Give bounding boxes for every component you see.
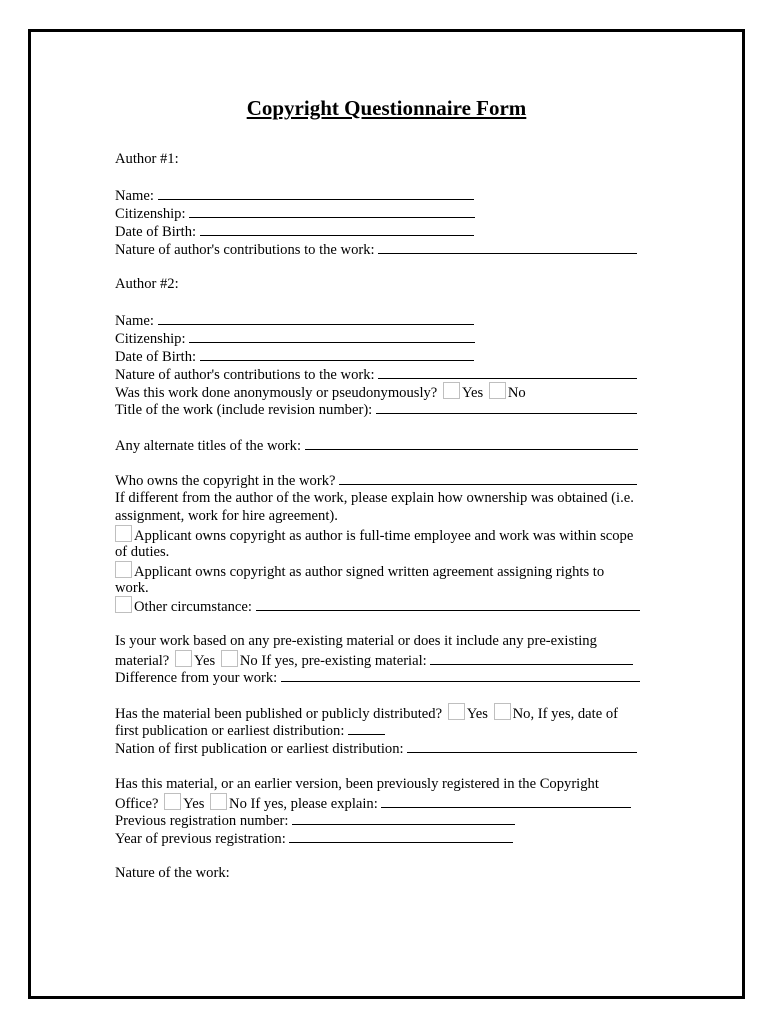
ownership-option-other [115,596,640,616]
author2-citizenship-row [115,329,475,348]
anonymous-no-label: No [507,385,526,401]
page-title: Copyright Questionnaire Form [246,96,527,120]
author1-dob-row [115,222,474,241]
author1-name-row [115,186,474,205]
prev-year-row [115,829,513,848]
other-circumstance-label: Other circumstance: [134,599,252,615]
registered-no-checkbox[interactable] [210,793,227,810]
difference-row [115,668,640,687]
registered-no-label: No [229,796,247,812]
author1-dob-field[interactable] [200,222,474,236]
published-yes-checkbox[interactable] [448,703,465,720]
nation-label: Nation of first publication or earliest distribution: [115,741,404,757]
author1-name-label: Name: [115,188,154,204]
anonymous-no-checkbox[interactable] [489,382,506,399]
preexisting-no-checkbox[interactable] [221,650,238,667]
preexisting-yes-label: Yes [193,653,216,669]
author2-nature-field[interactable] [378,365,637,379]
registered-office-label: Office? [115,796,159,812]
prev-year-field[interactable] [289,829,513,843]
preexisting-question-line1: Is your work based on any pre-existing material or does it include any pre-existing [115,633,597,649]
author1-citizenship-row [115,204,475,223]
employee-checkbox[interactable] [115,525,132,542]
preexisting-yes-checkbox[interactable] [175,650,192,667]
employee-label-line1: Applicant owns copyright as author is full-time employee and work was within scope [134,528,634,544]
author2-name-field[interactable] [158,311,474,325]
first-publication-label: first publication or earliest distribution: [115,723,345,739]
work-title-field[interactable] [376,400,637,414]
author2-name-row [115,311,474,330]
published-no-label: No, If yes, date of [512,706,618,722]
anonymous-yes-checkbox[interactable] [443,382,460,399]
difference-field[interactable] [281,668,640,682]
author2-citizenship-label: Citizenship: [115,331,186,347]
anonymous-row [115,382,526,402]
author1-dob-label: Date of Birth: [115,224,197,240]
owner-field[interactable] [339,471,637,485]
nation-row [115,739,637,758]
prev-year-label: Year of previous registration: [115,831,286,847]
other-circumstance-field[interactable] [256,597,640,611]
work-title-label: Title of the work (include revision number): [115,402,373,418]
author2-heading: Author #2: [115,276,179,292]
author2-dob-label: Date of Birth: [115,349,197,365]
registered-yes-checkbox[interactable] [164,793,181,810]
registered-explain-field[interactable] [381,794,631,808]
author2-dob-row [115,347,474,366]
preexisting-no-label: No [239,653,258,669]
preexisting-row [115,650,633,670]
published-row [115,703,618,723]
published-no-checkbox[interactable] [494,703,511,720]
preexisting-material-label: material? [115,653,170,669]
author2-citizenship-field[interactable] [189,329,475,343]
agreement-checkbox[interactable] [115,561,132,578]
author2-dob-field[interactable] [200,347,474,361]
work-title-row [115,400,637,419]
prev-number-label: Previous registration number: [115,813,289,829]
author2-nature-label: Nature of author's contributions to the work: [115,367,375,383]
agreement-label-line2: work. [115,580,149,596]
ownership-option-agreement [115,561,604,581]
first-publication-date-field[interactable] [348,721,385,735]
registered-explain-label: If yes, please explain: [250,796,378,812]
document-page [28,29,745,999]
first-publication-row [115,721,385,740]
preexisting-material-field[interactable] [430,651,633,665]
ownership-explain-line2: assignment, work for hire agreement). [115,508,338,524]
prev-number-row [115,811,515,830]
author2-name-label: Name: [115,313,154,329]
difference-label: Difference from your work: [115,670,278,686]
author1-heading: Author #1: [115,151,179,167]
alternate-titles-field[interactable] [305,436,638,450]
registered-row [115,793,631,813]
owner-label: Who owns the copyright in the work? [115,473,336,489]
anonymous-yes-label: Yes [461,385,484,401]
owner-row [115,471,637,490]
nature-of-work-label: Nature of the work: [115,865,230,881]
author1-name-field[interactable] [158,186,474,200]
author1-nature-field[interactable] [378,240,637,254]
author1-citizenship-label: Citizenship: [115,206,186,222]
prev-number-field[interactable] [292,811,515,825]
author1-nature-row [115,240,637,259]
ownership-option-employee [115,525,633,545]
published-question: Has the material been published or publicly distributed? [115,706,443,722]
alternate-titles-label: Any alternate titles of the work: [115,438,302,454]
nation-field[interactable] [407,739,637,753]
alternate-titles-row [115,436,638,455]
published-yes-label: Yes [466,706,488,722]
author1-nature-label: Nature of author's contributions to the work: [115,242,375,258]
agreement-label-line1: Applicant owns copyright as author signed written agreement assigning rights to [134,564,605,580]
registered-yes-label: Yes [183,796,205,812]
preexisting-ifyes-label: If yes, pre-existing material: [261,653,427,669]
anonymous-label: Was this work done anonymously or pseudonymously? [115,385,438,401]
ownership-explain-line1: If different from the author of the work, please explain how ownership was obtained (i.e. [115,490,634,506]
employee-label-line2: of duties. [115,544,170,560]
other-circumstance-checkbox[interactable] [115,596,132,613]
author1-citizenship-field[interactable] [189,204,475,218]
registered-question-line1: Has this material, or an earlier version, been previously registered in the Copyright [115,776,599,792]
